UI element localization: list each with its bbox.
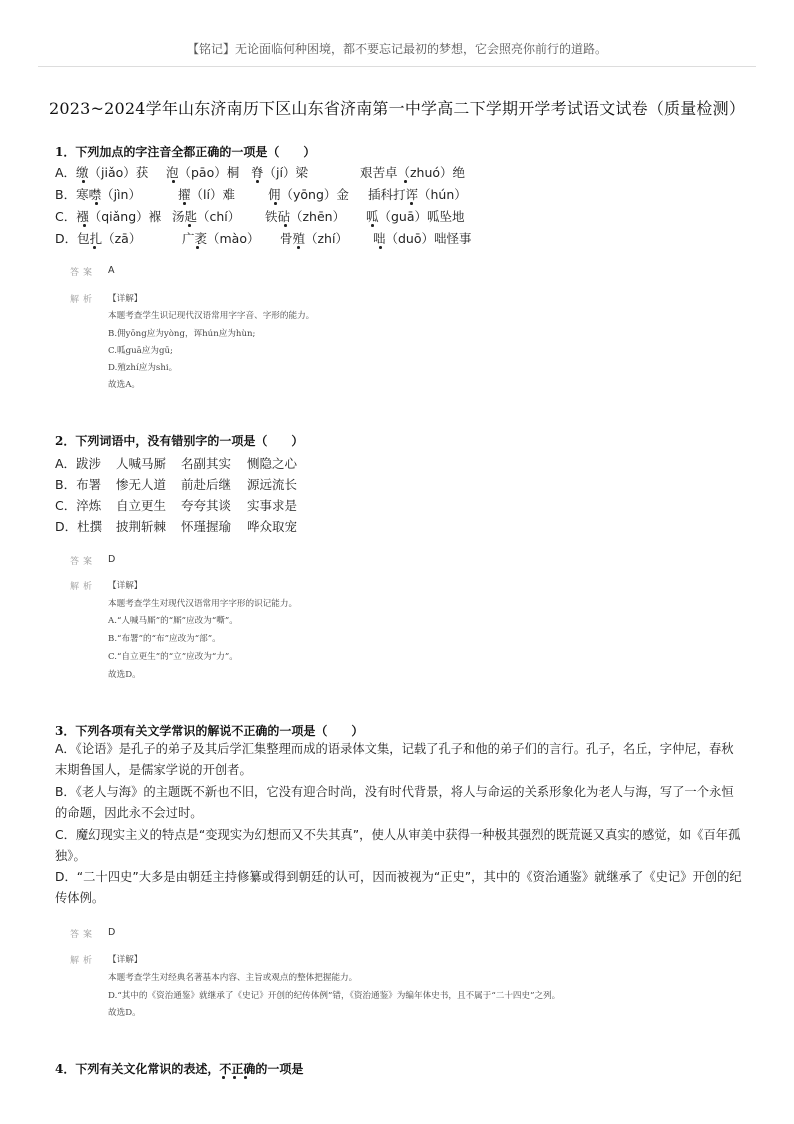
- q1-explanation-line: 【详解】: [108, 294, 143, 304]
- q1-answer: A: [108, 265, 115, 276]
- q2-explanation-line: 本题考查学生对现代汉语常用字字形的识记能力。: [108, 599, 298, 609]
- q1-explanation-line: C.呱guā应为gū;: [108, 346, 173, 356]
- emphasis-dot: [172, 180, 175, 183]
- analysis-label: 解析: [70, 295, 97, 305]
- question-2-stem: 2．下列词语中，没有错别字的一项是（ ）: [55, 434, 304, 448]
- q2-explanation-line: C.“自立更生”的“立”应改为“力”。: [108, 652, 238, 662]
- q2-answer: D: [108, 554, 116, 565]
- q3-explanation-line: 【详解】: [108, 955, 143, 965]
- q1-explanation-line: 本题考查学生识记现代汉语常用字字音、字形的能力。: [108, 311, 315, 321]
- emphasis-dot: [371, 224, 374, 227]
- answer-label: 答案: [70, 930, 97, 940]
- motto-banner: 【铭记】无论面临何种困境，都不要忘记最初的梦想，它会照亮你前行的道路。: [186, 42, 607, 56]
- q3-explanation-line: 本题考查学生对经典名著基本内容、主旨或观点的整体把握能力。: [108, 973, 358, 983]
- analysis-label: 解析: [70, 582, 97, 592]
- q2-explanation-line: 【详解】: [108, 581, 143, 591]
- page-title: 2023~2024学年山东济南历下区山东省济南第一中学高二下学期开学考试语文试卷（质量检测）: [48, 99, 746, 118]
- emphasis-dot: [183, 202, 186, 205]
- header-divider: [38, 66, 756, 67]
- emphasis-dot: [274, 202, 277, 205]
- q3-answer: D: [108, 927, 116, 938]
- q1-explanation-line: B.佣yōng应为yòng，诨hún应为hùn;: [108, 329, 256, 339]
- q1-explanation-line: D.殖zhí应为shi。: [108, 363, 178, 373]
- q3-option-b: B．《老人与海》的主题既不新也不旧，它没有迎合时尚，没有时代背景，将人与命运的关系形象化为老人与海，写了一个永恒的命题，因此永不会过时。: [55, 785, 734, 820]
- emphasis-dot: [233, 1076, 236, 1079]
- answer-label: 答案: [70, 268, 97, 278]
- emphasis-dot: [284, 224, 287, 227]
- emphasis-dot: [222, 1076, 225, 1079]
- q3-explanation-line: 故选D。: [108, 1008, 141, 1018]
- question-1-stem: 1．下列加点的字注音全都正确的一项是（ ）: [55, 145, 316, 159]
- q2-explanation-line: 故选D。: [108, 670, 141, 680]
- emphasis-dot: [95, 202, 98, 205]
- emphasis-dot: [93, 246, 96, 249]
- q3-option-c: C．魔幻现实主义的特点是“变现实为幻想而又不失其真”，使人从审美中获得一种极其强烈的既荒诞又真实的感觉，如《百年孤独》。: [55, 828, 741, 863]
- answer-label: 答案: [70, 557, 97, 567]
- emphasis-dot: [410, 202, 413, 205]
- q3-explanation-line: D.“其中的《资治通鉴》就继承了《史记》开创的纪传体例”错，《资治通鉴》为编年体史书，且不属于“二十四史”之列。: [108, 991, 561, 1001]
- q3-option-d: D．“二十四史”大多是由朝廷主持修纂或得到朝廷的认可，因而被视为“正史”，其中的《资治通鉴》就继承了《史记》开创的纪传体例。: [55, 870, 742, 905]
- q3-option-a: A．《论语》是孔子的弟子及其后学汇集整理而成的语录体文集，记载了孔子和他的弟子们的言行。孔子，名丘，字仲尼，春秋末期鲁国人，是儒家学说的开创者。: [55, 742, 734, 777]
- emphasis-dot: [379, 246, 382, 249]
- emphasis-dot: [83, 224, 86, 227]
- emphasis-dot: [244, 1076, 247, 1079]
- emphasis-dot: [188, 224, 191, 227]
- q2-explanation-line: A.“人喊马厮”的“厮”应改为“嘶”。: [108, 616, 238, 626]
- q2-explanation-line: B.“布署”的“布”应改为“部”。: [108, 634, 221, 644]
- emphasis-dot: [404, 180, 407, 183]
- q1-explanation-line: 故选A。: [108, 380, 140, 390]
- emphasis-dot: [256, 180, 259, 183]
- analysis-label: 解析: [70, 956, 97, 966]
- question-4-stem: 4．下列有关文化常识的表述，不正确的一项是: [55, 1062, 304, 1076]
- question-3-stem: 3．下列各项有关文学常识的解说不正确的一项是（ ）: [55, 724, 364, 738]
- emphasis-dot: [297, 246, 300, 249]
- emphasis-dot: [82, 180, 85, 183]
- emphasis-dot: [196, 246, 199, 249]
